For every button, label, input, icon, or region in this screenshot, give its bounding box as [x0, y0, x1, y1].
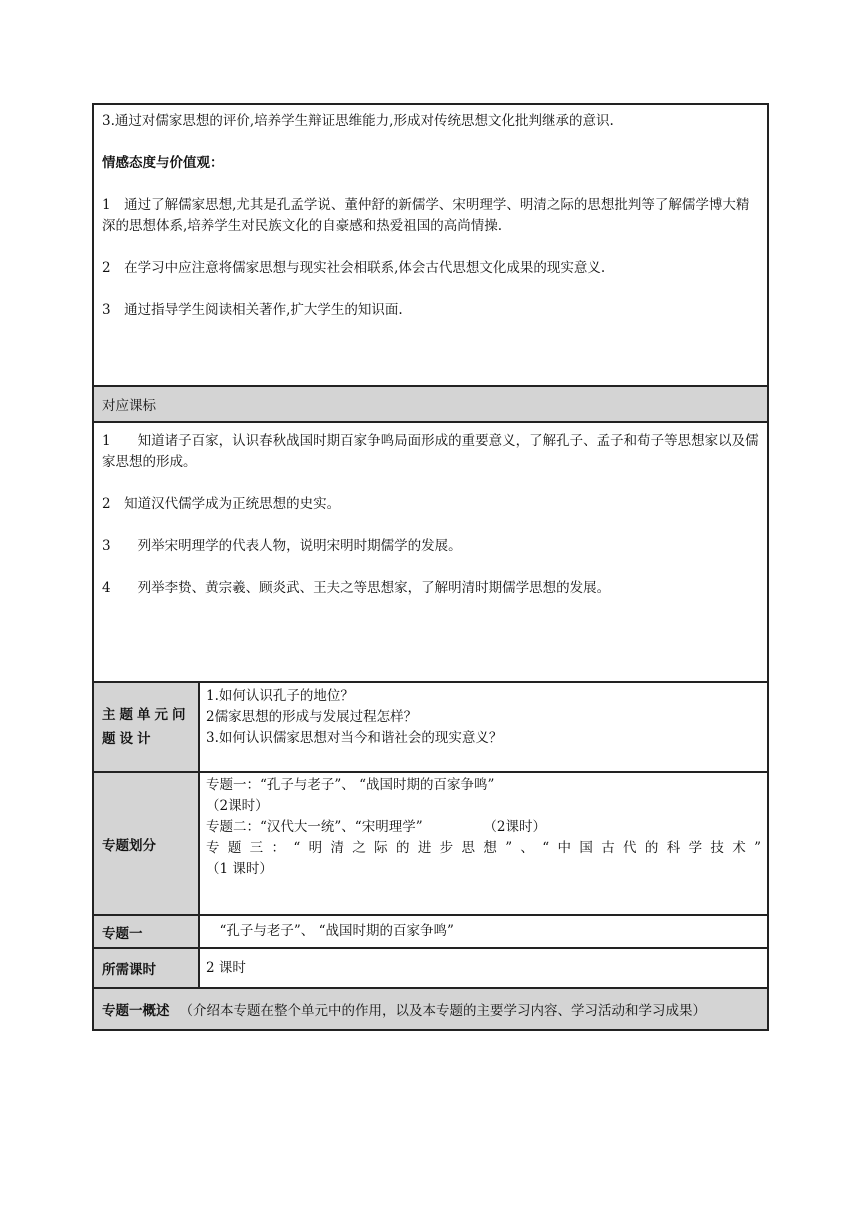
goal-line-3: 3.通过对儒家思想的评价,培养学生辩证思维能力,形成对传统思想文化批判继承的意识.	[102, 113, 614, 129]
theme-questions-row	[92, 681, 769, 771]
topic-line-4: 专题三：“明清之际的进步思想”、“中国古代的科学技术”	[206, 840, 761, 856]
topic-one-label: 专题一	[94, 916, 200, 947]
standard-item-1: 1 知道诸子百家，认识春秋战国时期百家争鸣局面形成的重要意义，了解孔子、孟子和荀子等思想家以及儒家思想的形成。	[102, 433, 759, 470]
topics-row	[92, 771, 769, 914]
lesson-plan-table	[92, 103, 769, 1031]
topic-one-value: “孔子与老子”、 “战国时期的百家争鸣”	[206, 923, 454, 939]
hours-row	[92, 947, 769, 987]
standard-item-4: 4 列举李贽、黄宗羲、顾炎武、王夫之等思想家，了解明清时期儒学思想的发展。	[102, 580, 611, 596]
topics-label: 专题划分	[94, 773, 200, 914]
emotion-item-2: 2 在学习中应注意将儒家思想与现实社会相联系,体会古代思想文化成果的现实意义.	[102, 260, 606, 276]
hours-label: 所需课时	[94, 949, 200, 987]
topic-line-1: 专题一：“孔子与老子”、 “战国时期的百家争鸣”	[206, 777, 495, 793]
topic-line-3: 专题二：“汉代大一统”、“宋明理学” （2课时）	[206, 819, 546, 835]
topic-line-2: （2课时）	[206, 798, 269, 814]
topics-list	[200, 773, 767, 914]
standards-heading: 对应课标	[92, 385, 769, 421]
standard-item-2: 2 知道汉代儒学成为正统思想的史实。	[102, 496, 341, 512]
theme-question-2: 2儒家思想的形成与发展过程怎样？	[206, 709, 418, 725]
goals-section	[92, 103, 769, 385]
topic-line-5: （1 课时）	[206, 861, 273, 877]
emotion-heading: 情感态度与价值观：	[102, 155, 224, 171]
hours-value: 2 课时	[206, 959, 246, 976]
summary-label: 专题一概述	[102, 1003, 170, 1019]
theme-question-1: 1.如何认识孔子的地位？	[206, 688, 354, 704]
summary-note: （介绍本专题在整个单元中的作用，以及本专题的主要学习内容、学习活动和学习成果）	[179, 1003, 706, 1019]
theme-questions-list	[200, 683, 767, 771]
theme-questions-label: 主题单元问题设计	[94, 683, 200, 771]
topic-one-row	[92, 914, 769, 947]
summary-row	[92, 987, 769, 1031]
emotion-item-3: 3 通过指导学生阅读相关著作,扩大学生的知识面.	[102, 302, 403, 318]
theme-question-3: 3.如何认识儒家思想对当今和谐社会的现实意义？	[206, 730, 503, 746]
standard-item-3: 3 列举宋明理学的代表人物，说明宋明时期儒学的发展。	[102, 538, 462, 554]
emotion-item-1: 1 通过了解儒家思想,尤其是孔孟学说、董仲舒的新儒学、宋明理学、明清之际的思想批判等了解儒学博大精深的思想体系,培养学生对民族文化的自豪感和热爱祖国的高尚情操.	[102, 197, 750, 234]
standards-section	[92, 421, 769, 681]
